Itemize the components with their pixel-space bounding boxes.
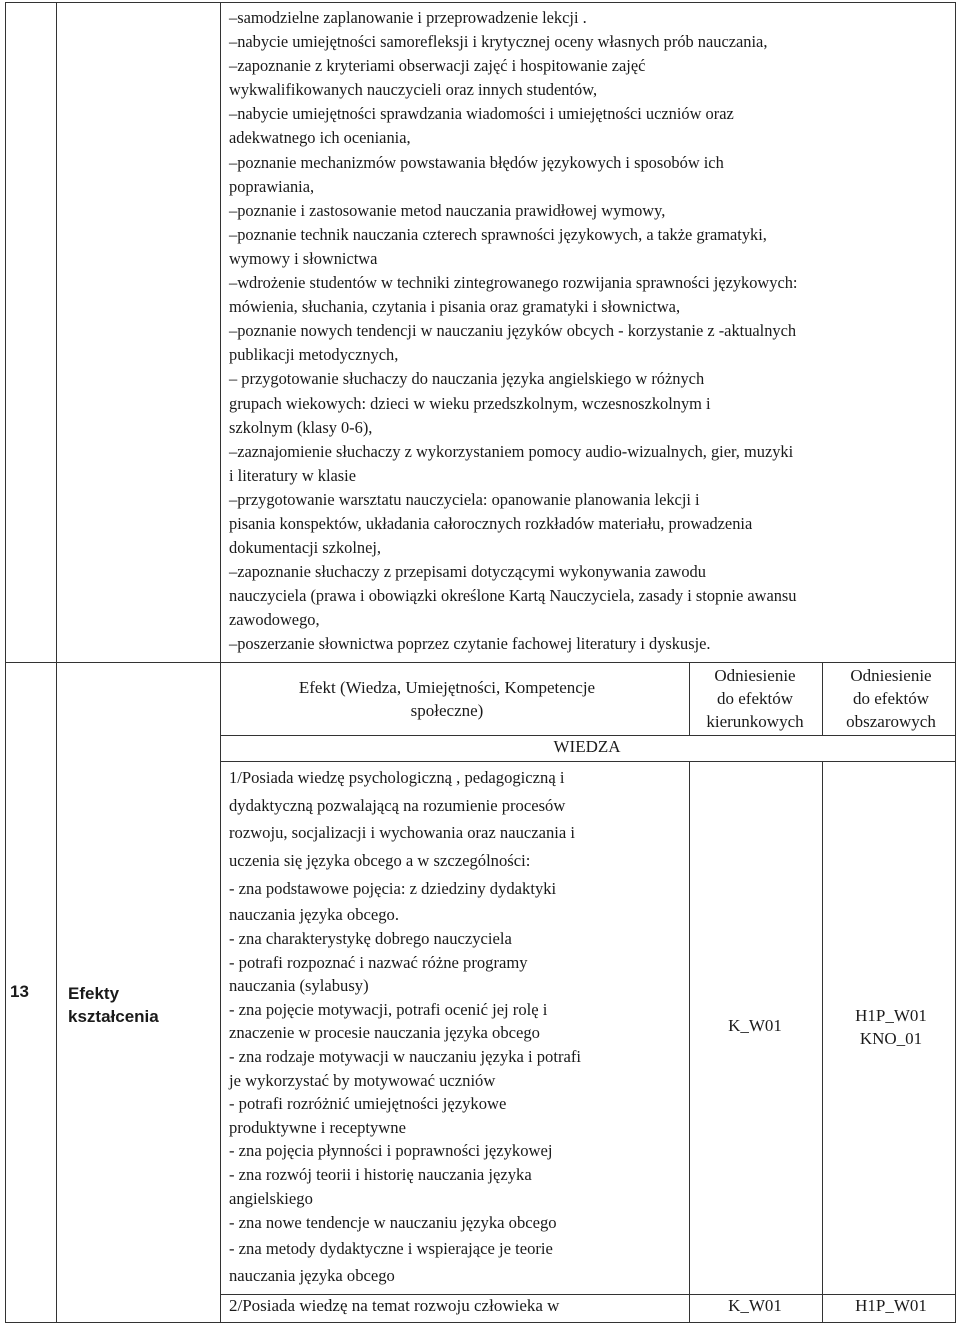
header-line: Odniesienie — [714, 666, 796, 685]
objective-line: – przygotowanie słuchaczy do nauczania języka angielskiego w różnych — [229, 369, 705, 389]
effect2-divider — [220, 1294, 956, 1295]
effect-line: je wykorzystać by motywować uczniów — [229, 1070, 496, 1090]
effect-line: nauczania (sylabusy) — [229, 976, 369, 996]
effect-line: uczenia się języka obcego a w szczególności: — [229, 851, 531, 870]
effect1-area-reference — [826, 1004, 956, 1050]
objective-line: publikacji metodycznych, — [229, 345, 399, 365]
effect-line: - zna rozwój teorii i historię nauczania języka — [229, 1164, 532, 1184]
objective-line: mówienia, słuchania, czytania i pisania oraz gramatyki i słownictwa, — [229, 297, 681, 317]
objective-line: wymowy i słownictwa — [229, 248, 378, 268]
objective-line: –poznanie i zastosowanie metod nauczania prawidłowej wymowy, — [229, 200, 666, 220]
header-line: społeczne) — [410, 701, 484, 720]
field-reference-header — [690, 664, 820, 733]
effect-line: - zna pojęcie motywacji, potrafi ocenić jej rolę i — [229, 999, 548, 1019]
objective-line: nauczyciela (prawa i obowiązki określone Kartą Nauczyciela, zasady i stopnie awansu — [229, 586, 797, 606]
effect-line: - potrafi rozróżnić umiejętności językowe — [229, 1094, 507, 1114]
table-border-top — [5, 2, 956, 3]
objective-line: dokumentacji szkolnej, — [229, 538, 382, 558]
effect-line: produktywne i receptywne — [229, 1117, 406, 1137]
effect-line: - zna charakterystykę dobrego nauczyciela — [229, 929, 512, 948]
table-border-bottom — [5, 1322, 956, 1323]
header-line: kierunkowych — [706, 712, 804, 731]
knowledge-effects — [229, 763, 689, 1289]
objective-line: –nabycie umiejętności samorefleksji i krytycznej oceny własnych prób nauczania, — [229, 32, 768, 52]
row-label-line: kształcenia — [68, 1007, 159, 1026]
objective-line: –poszerzanie słownictwa poprzez czytanie fachowej literatury i dyskusje. — [229, 634, 711, 654]
effect-line: rozwoju, socjalizacji i wychowania oraz nauczania i — [229, 823, 576, 842]
effect2-area-reference: H1P_W01 — [855, 1296, 927, 1315]
effect2-field-reference: K_W01 — [728, 1296, 782, 1315]
effect-line: 1/Posiada wiedzę psychologiczną , pedagogiczną i — [229, 768, 565, 787]
effect1-field-reference: K_W01 — [728, 1016, 782, 1035]
area-reference-header — [826, 664, 956, 733]
row-number: 13 — [10, 982, 29, 1001]
objective-line: –poznanie mechanizmów powstawania błędów językowych i sposobów ich — [229, 152, 724, 172]
effects-header-divider — [220, 735, 956, 736]
effect-line: nauczania języka obcego. — [229, 905, 399, 924]
objective-line: –przygotowanie warsztatu nauczyciela: opanowanie planowania lekcji i — [229, 489, 700, 509]
header-line: obszarowych — [846, 712, 936, 731]
objective-line: –poznanie nowych tendencji w nauczaniu języków obcych - korzystanie z -aktualnych — [229, 321, 797, 341]
area-reference-line: H1P_W01 — [855, 1006, 927, 1025]
objective-line: grupach wiekowych: dzieci w wieku przedszkolnym, wczesnoszkolnym i — [229, 393, 711, 413]
effect-line: - zna rodzaje motywacji w nauczaniu języka i potrafi — [229, 1046, 581, 1066]
effect-line: dydaktyczną pozwalającą na rozumienie procesów — [229, 796, 566, 815]
objective-line: wykwalifikowanych nauczycieli oraz innych studentów, — [229, 80, 598, 100]
objective-line: –samodzielne zaplanowanie i przeprowadzenie lekcji . — [229, 8, 587, 27]
effect-line: angielskiego — [229, 1188, 313, 1208]
effect-line: - zna metody dydaktyczne i wspierające je teorie — [229, 1239, 553, 1259]
objective-line: –wdrożenie studentów w techniki zintegrowanego rozwijania sprawności językowych: — [229, 273, 798, 293]
section-heading-knowledge: WIEDZA — [553, 737, 621, 756]
effect-line: znaczenie w procesie nauczania języka obcego — [229, 1023, 540, 1043]
header-line: do efektów — [716, 689, 793, 708]
objective-line: –zapoznanie z kryteriami obserwacji zajęć i hospitowanie zajęć — [229, 56, 646, 76]
objective-line: adekwatnego ich oceniania, — [229, 128, 411, 148]
row-label-line: Efekty — [68, 984, 120, 1003]
effect2-text: 2/Posiada wiedzę na temat rozwoju człowieka w — [229, 1296, 560, 1315]
objective-line: poprawiania, — [229, 176, 315, 196]
header-line: Efekt (Wiedza, Umiejętności, Kompetencje — [298, 678, 596, 697]
objective-line: –poznanie technik nauczania czterech sprawności językowych, a także gramatyki, — [229, 224, 767, 244]
effect-line: - zna podstawowe pojęcia: z dziedziny dydaktyki — [229, 879, 557, 898]
row-label — [68, 982, 208, 1028]
effect-column-header — [232, 676, 662, 722]
header-line: Odniesienie — [850, 666, 932, 685]
effect-line: - potrafi rozpoznać i nazwać różne programy — [229, 952, 528, 972]
course-objectives — [229, 6, 949, 657]
objective-line: i literatury w klasie — [229, 465, 356, 485]
row-divider-objectives — [5, 662, 956, 663]
objective-line: pisania konspektów, układania całorocznych rozkładów materiału, prowadzenia — [229, 513, 753, 533]
header-line: do efektów — [852, 689, 929, 708]
objective-line: –zaznajomienie słuchaczy z wykorzystaniem pomocy audio-wizualnych, gier, muzyki — [229, 441, 794, 461]
column-divider-kier — [689, 761, 690, 1323]
objective-line: szkolnym (klasy 0-6), — [229, 417, 373, 437]
column-divider-obsz-top — [822, 662, 823, 736]
effect-line: - zna pojęcia płynności i poprawności językowej — [229, 1141, 553, 1161]
wiedza-divider — [220, 761, 956, 762]
effect-line: - zna nowe tendencje w nauczaniu języka obcego — [229, 1213, 557, 1233]
objective-line: –nabycie umiejętności sprawdzania wiadomości i umiejętności uczniów oraz — [229, 104, 734, 124]
objective-line: –zapoznanie słuchaczy z przepisami dotyczącymi wykonywania zawodu — [229, 562, 706, 582]
effect-line: nauczania języka obcego — [229, 1266, 395, 1286]
area-reference-line: KNO_01 — [859, 1029, 923, 1048]
objective-line: zawodowego, — [229, 610, 320, 630]
column-divider-obsz — [822, 761, 823, 1323]
